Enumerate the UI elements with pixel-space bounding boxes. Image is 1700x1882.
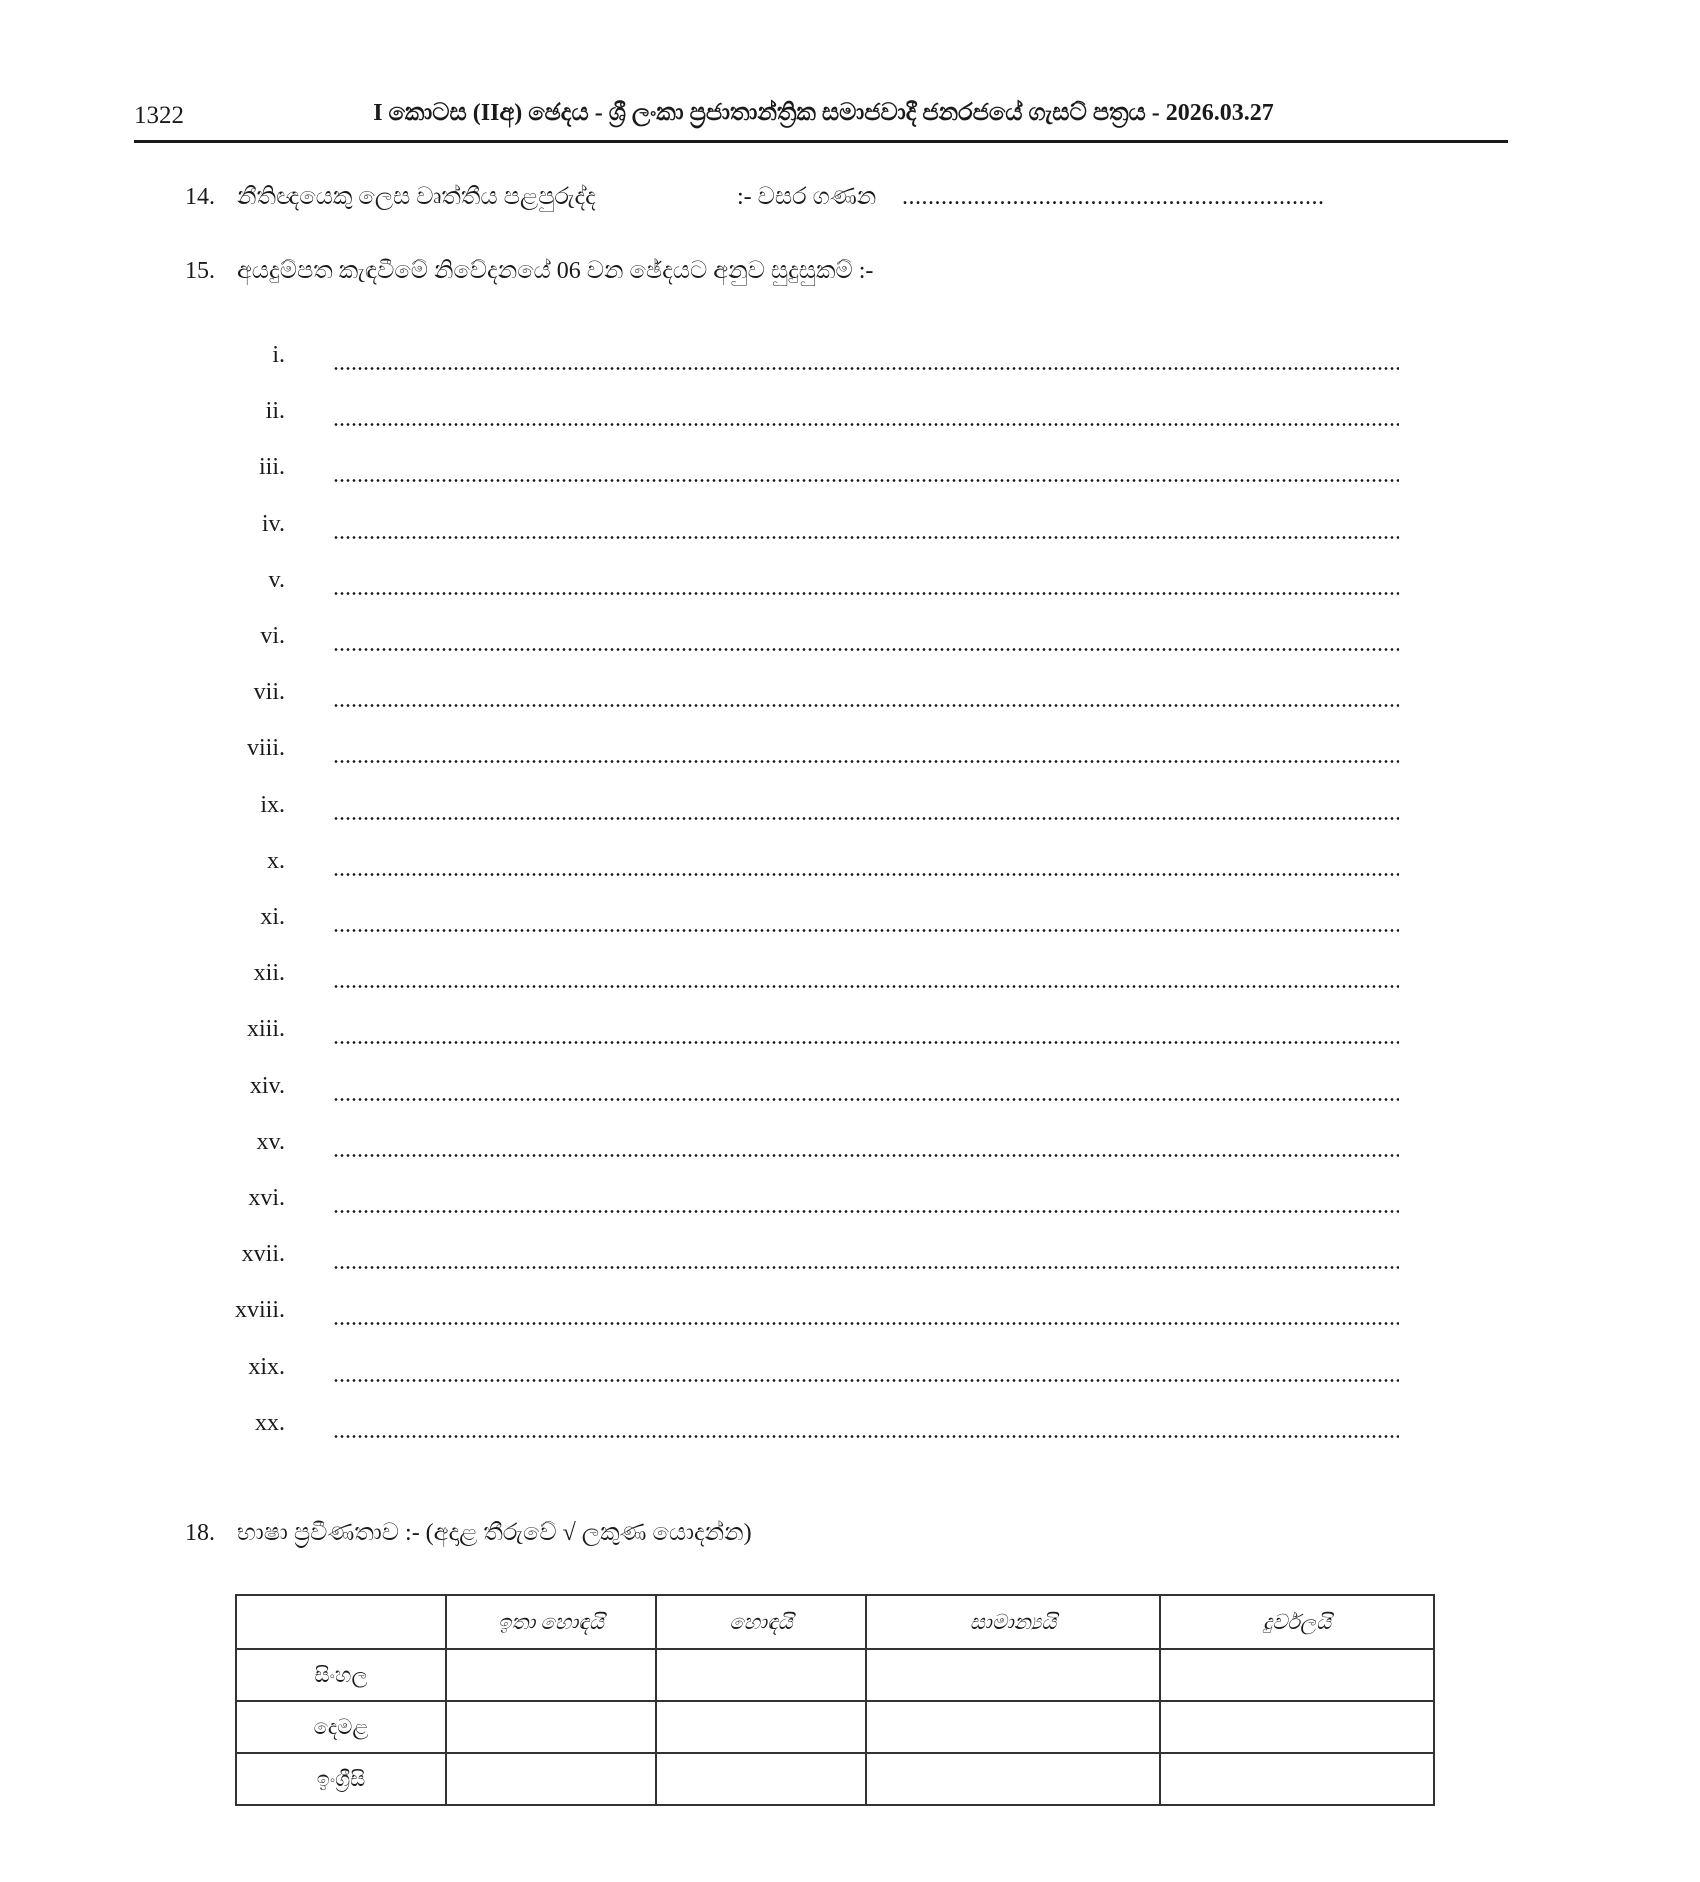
qualification-line [0,511,1700,545]
language-name: සිංහල [236,1649,446,1701]
answer-line[interactable] [333,367,1399,370]
question-number: 14. [185,184,215,210]
question-14 [185,184,1385,218]
column-header: සාමාන්‍යයි [866,1595,1160,1649]
qualification-line [0,1241,1700,1275]
table-header-row [236,1595,1434,1649]
column-header: හොඳයි [656,1595,866,1649]
line-label: xiii. [246,1016,285,1042]
answer-line[interactable] [333,929,1399,932]
answer-line[interactable] [333,1210,1399,1213]
language-proficiency-table [235,1594,1435,1806]
qualification-line [0,735,1700,769]
language-name: දෙමළ [236,1701,446,1753]
answer-line[interactable] [333,1041,1399,1044]
line-label: vi. [260,623,285,649]
answer-line[interactable] [333,1098,1399,1101]
page-number: 1322 [134,102,184,129]
line-label: xix. [248,1354,285,1380]
checkbox-cell[interactable] [656,1701,866,1753]
checkbox-cell[interactable] [1160,1701,1434,1753]
qualification-line [0,1410,1700,1444]
line-label: vii. [253,679,285,705]
qualification-line [0,1185,1700,1219]
answer-line[interactable] [333,592,1399,595]
answer-line[interactable] [333,1266,1399,1269]
column-header [236,1595,446,1649]
line-label: xiv. [249,1073,285,1099]
page-header [134,98,1508,143]
answer-line[interactable] [333,817,1399,820]
checkbox-cell[interactable] [866,1701,1160,1753]
qualification-line [0,1129,1700,1163]
answer-line[interactable] [333,704,1399,707]
qualification-line [0,1016,1700,1050]
qualification-line [0,792,1700,826]
checkbox-cell[interactable] [446,1701,656,1753]
checkbox-cell[interactable] [1160,1753,1434,1805]
answer-line[interactable] [333,1435,1399,1438]
qualification-line [0,679,1700,713]
answer-line[interactable] [333,985,1399,988]
answer-line[interactable] [333,536,1399,539]
line-label: viii. [246,735,285,761]
checkbox-cell[interactable] [446,1649,656,1701]
qualification-line [0,623,1700,657]
question-15 [185,258,1385,292]
checkbox-cell[interactable] [656,1753,866,1805]
column-header: දුර්වලයි [1160,1595,1434,1649]
qualification-line [0,1073,1700,1107]
question-text: අයදුම්පත කැඳවීමේ නිවේදනයේ 06 වන ඡේදයට අනුව සුදුසුකම් :- [237,258,874,284]
table-row [236,1701,1434,1753]
line-label: xx. [255,1410,285,1436]
checkbox-cell[interactable] [1160,1649,1434,1701]
line-label: iii. [258,454,285,480]
answer-line[interactable] [333,1154,1399,1157]
qualification-line [0,454,1700,488]
line-label: i. [272,342,285,368]
qualification-line [0,1297,1700,1331]
answer-line[interactable] [333,648,1399,651]
answer-line[interactable] [333,1379,1399,1382]
line-label: xviii. [234,1297,285,1323]
question-18 [185,1520,1385,1554]
qualification-line [0,904,1700,938]
checkbox-cell[interactable] [866,1753,1160,1805]
qualification-line [0,848,1700,882]
answer-line[interactable] [333,760,1399,763]
checkbox-cell[interactable] [866,1649,1160,1701]
years-label: :- වසර ගණන [737,184,877,210]
answer-line[interactable] [333,423,1399,426]
answer-line[interactable] [333,873,1399,876]
qualification-line [0,342,1700,376]
line-label: x. [267,848,285,874]
line-label: xv. [256,1129,285,1155]
language-name: ඉංග්‍රීසි [236,1753,446,1805]
table-row [236,1649,1434,1701]
answer-line[interactable] [333,1322,1399,1325]
answer-line[interactable] [333,479,1399,482]
line-label: v. [268,567,285,593]
line-label: xi. [260,904,285,930]
qualification-line [0,567,1700,601]
qualification-line [0,398,1700,432]
line-label: xvii. [241,1241,285,1267]
line-label: xvi. [248,1185,285,1211]
line-label: ix. [260,792,285,818]
question-text: නීතිඥයෙකු ලෙස වෘත්තීය පළපුරුද්ද [237,184,596,210]
column-header: ඉතා හොඳයි [446,1595,656,1649]
question-number: 18. [185,1520,215,1546]
gazette-title: I කොටස (IIඅ) ඡෙදය - ශ්‍රී ලංකා ප්‍රජාතාන්ත්‍රික සමාජවාදී ජනරජයේ ගැසට් පත්‍රය - 2026.03.27 [373,100,1274,126]
checkbox-cell[interactable] [656,1649,866,1701]
years-answer-field[interactable]: ................................................................. [902,184,1325,210]
line-label: xii. [253,960,285,986]
line-label: ii. [265,398,285,424]
qualification-line [0,960,1700,994]
question-text: භාෂා ප්‍රවීණතාව :- (අදාළ තීරුවේ √ ලකුණ යොදන්න) [237,1520,752,1546]
question-number: 15. [185,258,215,284]
table-row [236,1753,1434,1805]
qualification-line [0,1354,1700,1388]
checkbox-cell[interactable] [446,1753,656,1805]
line-label: iv. [261,511,285,537]
